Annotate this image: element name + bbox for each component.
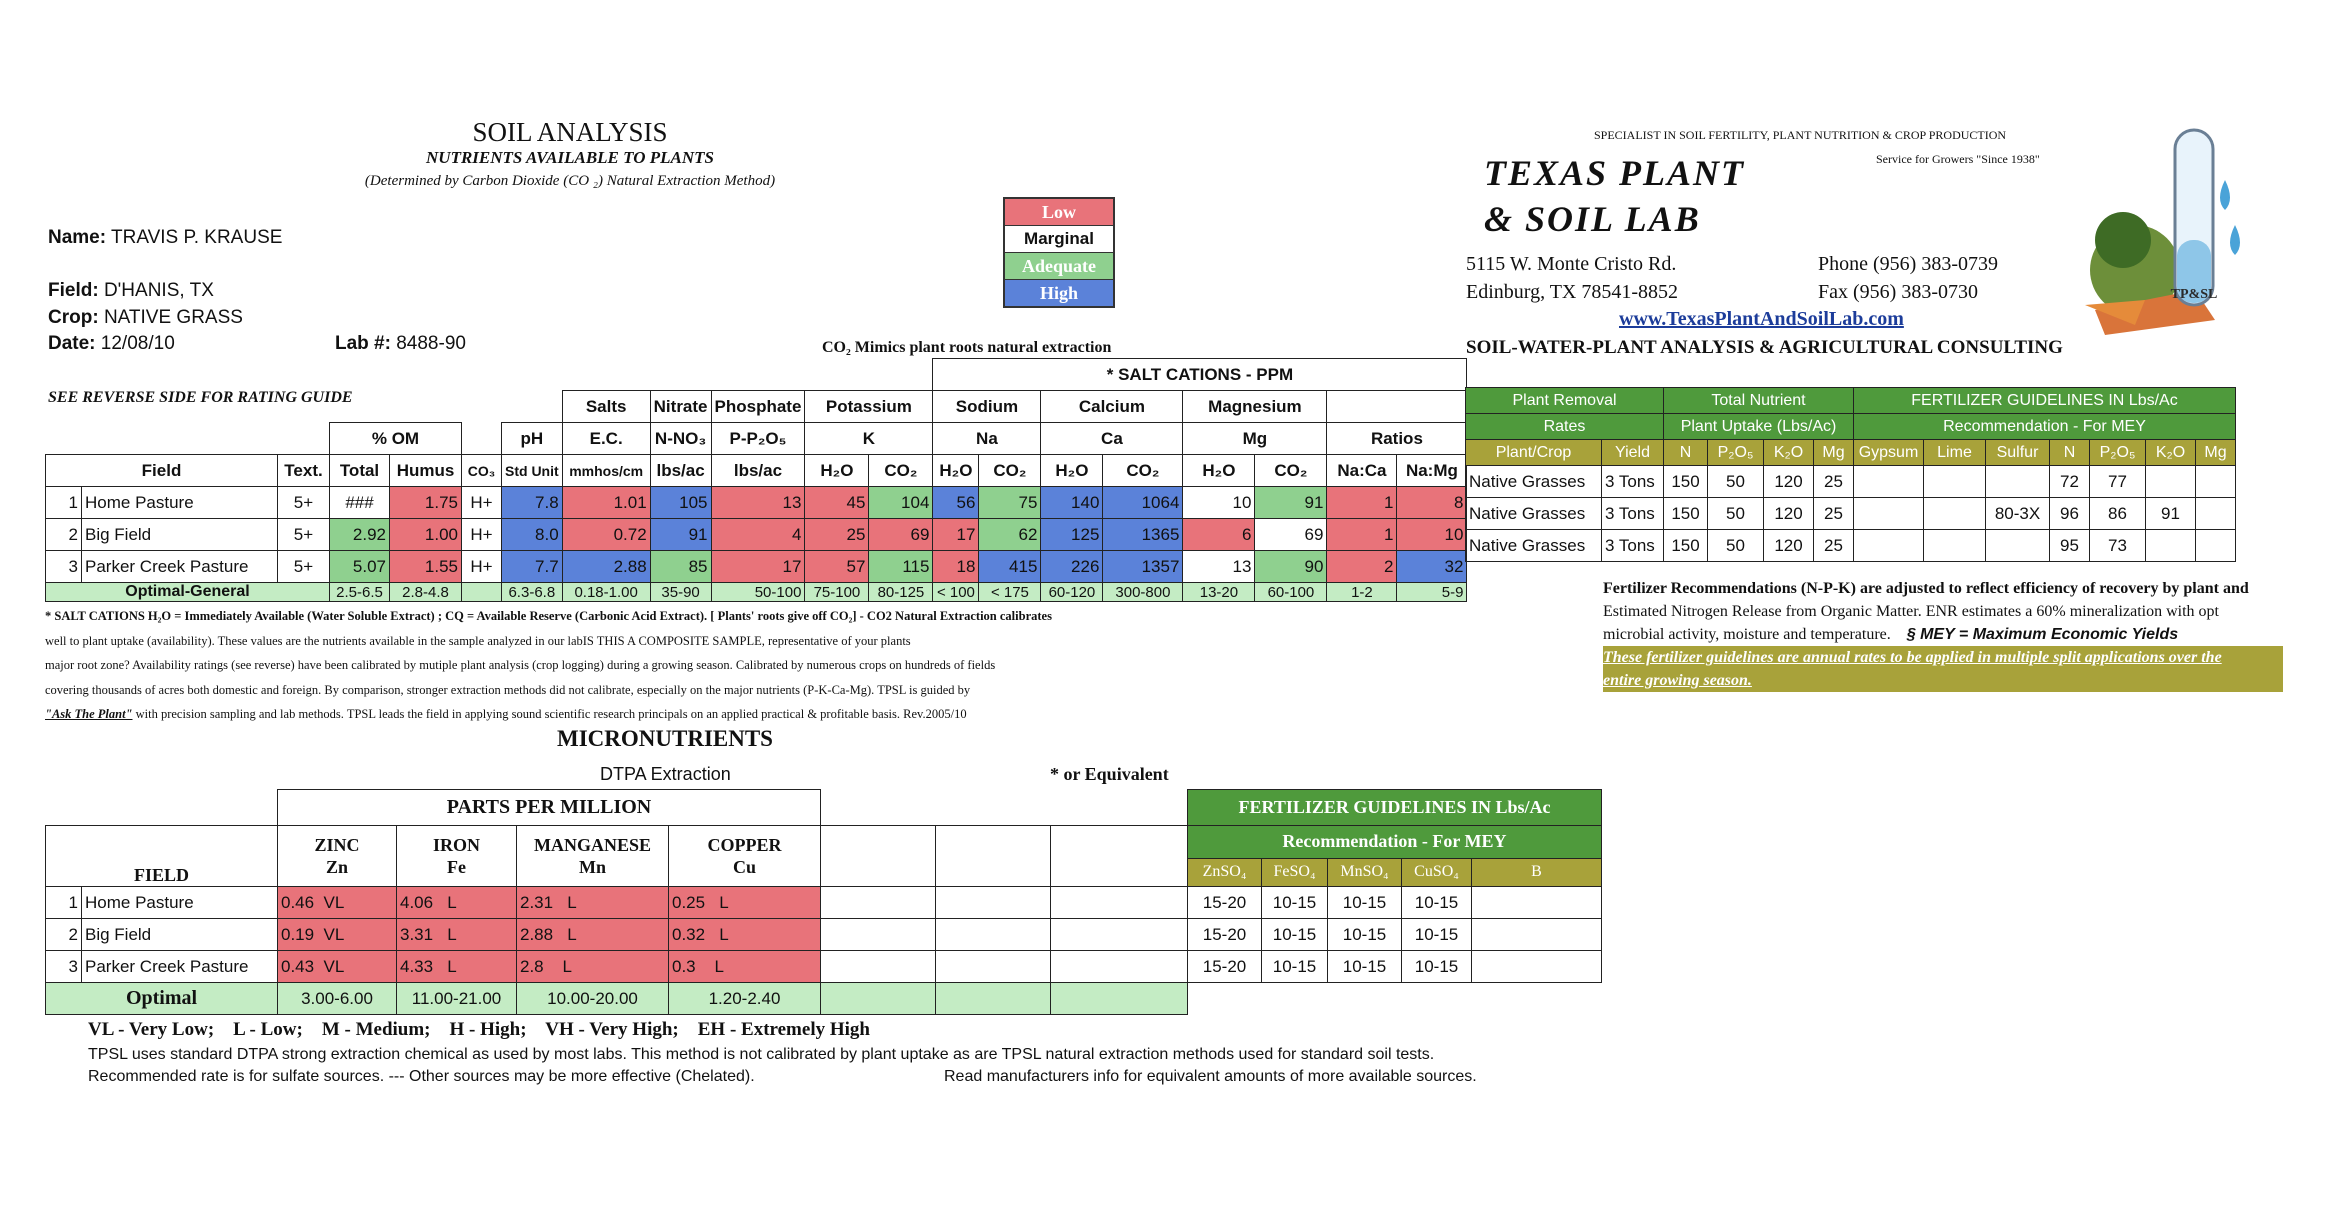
fertilizer-wrapper: [1465, 387, 2236, 562]
row-sulfur: [1986, 530, 2050, 562]
row-namg: 10: [1397, 519, 1467, 551]
note-line-2: well to plant uptake (availability). These values are the nutrients available in the sample analyzed in our labIS THIS A COMPOSITE SAMPLE, representative of your plants: [45, 633, 911, 648]
row-ca-co2: 1064: [1103, 487, 1183, 519]
row-number: 2: [46, 519, 82, 551]
row-fert-k: [2146, 530, 2196, 562]
row-feso4: 10-15: [1262, 951, 1328, 983]
row-crop: Native Grasses: [1466, 498, 1602, 530]
row-lime: [1924, 466, 1986, 498]
row-fert-p: 77: [2090, 466, 2146, 498]
salts-header: Salts: [562, 391, 650, 423]
row-nitrate: 85: [650, 551, 711, 583]
na-co2-header: CO₂: [979, 455, 1041, 487]
micro-field-header: FIELD: [46, 826, 278, 887]
row-lime: [1924, 530, 1986, 562]
fert-note-highlight: [1603, 646, 2283, 692]
note-line-4: covering thousands of acres both domestic and foreign. By comparison, stronger extraction methods did not calibrate, especially on the major nutrients (P-K-Ca-Mg). TPSL is guided by: [45, 682, 971, 697]
row-na-co2: 415: [979, 551, 1041, 583]
row-mg: 25: [1814, 530, 1854, 562]
footer-line-1: TPSL uses standard DTPA strong extraction chemical as used by most labs. This method is not calibrated by plant uptake as are TPSL natural extraction methods used for standard soil tests.: [88, 1046, 1435, 1063]
row-na-co2: 75: [979, 487, 1041, 519]
logo-icon: [2075, 120, 2250, 340]
fert-note-5: entire growing season.: [1603, 672, 1752, 689]
table-row: [46, 487, 1467, 519]
row-lime: [1924, 498, 1986, 530]
naca-header: Na:Ca: [1327, 455, 1397, 487]
optimal-namg: 5-9: [1397, 583, 1467, 602]
row-texture: 5+: [278, 487, 330, 519]
footer-line-2: Recommended rate is for sulfate sources. --- Other sources may be more effective (Chelated).: [88, 1068, 755, 1085]
row-humus: 1.00: [390, 519, 462, 551]
row-field: Home Pasture: [82, 487, 278, 519]
row-b: [1472, 951, 1602, 983]
micro-optimal-label: Optimal: [46, 983, 278, 1015]
uptake-units-header: Plant Uptake (Lbs/Ac): [1664, 414, 1854, 440]
col-feso4: FeSO₄: [1262, 858, 1328, 886]
row-copper: 0.3 L: [669, 951, 821, 983]
company-address-1: 5115 W. Monte Cristo Rd.: [1466, 253, 1677, 275]
company-consulting: SOIL-WATER-PLANT ANALYSIS & AGRICULTURAL CONSULTING: [1466, 337, 2063, 358]
row-mnso4: 10-15: [1328, 887, 1402, 919]
row-crop: Native Grasses: [1466, 466, 1602, 498]
row-fert-p: 86: [2090, 498, 2146, 530]
row-na-h2o: 56: [933, 487, 979, 519]
row-fert-n: 95: [2050, 530, 2090, 562]
row-na-co2: 62: [979, 519, 1041, 551]
table-row: [46, 519, 1467, 551]
row-sulfur: 80-3X: [1986, 498, 2050, 530]
row-k: 120: [1764, 498, 1814, 530]
row-fert-mg: [2196, 530, 2236, 562]
ca-header: Ca: [1041, 423, 1183, 455]
col-crop: Plant/Crop: [1466, 440, 1602, 466]
row-b: [1472, 887, 1602, 919]
table-row: [46, 887, 1602, 919]
optimal-ec: 0.18-1.00: [562, 583, 650, 602]
method-note: (Determined by Carbon Dioxide (CO ₂) Natural Extraction Method): [364, 173, 776, 189]
row-k: 120: [1764, 530, 1814, 562]
potassium-header: Potassium: [805, 391, 933, 423]
row-iron: 4.06 L: [397, 887, 517, 919]
row-texture: 5+: [278, 519, 330, 551]
row-ca-h2o: 125: [1041, 519, 1103, 551]
removal-header: Plant Removal: [1466, 388, 1664, 414]
k-header: K: [805, 423, 933, 455]
copper-header: COPPER Cu: [669, 826, 821, 887]
row-k-co2: 115: [869, 551, 933, 583]
row-nitrate: 105: [650, 487, 711, 519]
row-om-total: 2.92: [330, 519, 390, 551]
row-ca-co2: 1357: [1103, 551, 1183, 583]
magnesium-header: Magnesium: [1183, 391, 1327, 423]
col-fert-n: N: [2050, 440, 2090, 466]
legend-low: Low: [1005, 199, 1113, 226]
table-row: [46, 551, 1467, 583]
dtpa-label: DTPA Extraction: [600, 764, 731, 784]
table-row: [1466, 498, 2236, 530]
row-k-co2: 104: [869, 487, 933, 519]
humus-header: Humus: [390, 455, 462, 487]
row-namg: 32: [1397, 551, 1467, 583]
row-ca-h2o: 140: [1041, 487, 1103, 519]
optimal-zinc: 3.00-6.00: [278, 983, 397, 1015]
row-k-h2o: 25: [805, 519, 869, 551]
col-lime: Lime: [1924, 440, 1986, 466]
optimal-naca: 1-2: [1327, 583, 1397, 602]
row-p: 50: [1708, 498, 1764, 530]
soil-table: [45, 358, 1467, 602]
row-naca: 1: [1327, 519, 1397, 551]
equivalent-note: * or Equivalent: [1050, 764, 1169, 784]
optimal-mg-co2: 60-100: [1255, 583, 1327, 602]
row-zinc: 0.46 VL: [278, 887, 397, 919]
row-ec: 2.88: [562, 551, 650, 583]
col-k2o: K₂O: [1764, 440, 1814, 466]
row-fert-k: 91: [2146, 498, 2196, 530]
col-znso4: ZnSO₄: [1188, 858, 1262, 886]
sodium-header: Sodium: [933, 391, 1041, 423]
lab-number: Lab #: 8488-90: [335, 333, 466, 354]
mey-header: Recommendation - For MEY: [1854, 414, 2236, 440]
row-b: [1472, 919, 1602, 951]
table-row: [1466, 466, 2236, 498]
company-name-line2: & SOIL LAB: [1484, 199, 1701, 239]
row-ph: 8.0: [502, 519, 563, 551]
row-humus: 1.55: [390, 551, 462, 583]
optimal-ca-h2o: 60-120: [1041, 583, 1103, 602]
row-ph: 7.8: [502, 487, 563, 519]
row-yield: 3 Tons: [1602, 530, 1664, 562]
optimal-nitrate: 35-90: [650, 583, 711, 602]
row-na-h2o: 18: [933, 551, 979, 583]
fert-note-3: microbial activity, moisture and temperature. § MEY = Maximum Economic Yields: [1603, 626, 2179, 643]
mg-h2o-header: H₂O: [1183, 455, 1255, 487]
client-name: Name: TRAVIS P. KRAUSE: [48, 227, 283, 248]
na-header: Na: [933, 423, 1041, 455]
col-cuso4: CuSO₄: [1402, 858, 1472, 886]
phosphate-header: Phosphate: [711, 391, 805, 423]
row-zinc: 0.43 VL: [278, 951, 397, 983]
col-sulfur: Sulfur: [1986, 440, 2050, 466]
row-field: Parker Creek Pasture: [82, 951, 278, 983]
micro-fert-header: FERTILIZER GUIDELINES IN Lbs/Ac: [1188, 790, 1602, 826]
ca-h2o-header: H₂O: [1041, 455, 1103, 487]
row-field: Big Field: [82, 919, 278, 951]
row-mg-co2: 90: [1255, 551, 1327, 583]
svg-text:TP&SL: TP&SL: [2170, 287, 2218, 302]
row-cuso4: 10-15: [1402, 919, 1472, 951]
row-field: Parker Creek Pasture: [82, 551, 278, 583]
legend-high: High: [1005, 280, 1113, 306]
micro-mey-header: Recommendation - For MEY: [1188, 826, 1602, 859]
row-ca-co2: 1365: [1103, 519, 1183, 551]
optimal-mg-h2o: 13-20: [1183, 583, 1255, 602]
row-number: 3: [46, 951, 82, 983]
rating-legend: [1003, 197, 1115, 308]
col-mg: Mg: [1814, 440, 1854, 466]
row-fert-k: [2146, 466, 2196, 498]
row-mnso4: 10-15: [1328, 951, 1402, 983]
note-line-3: major root zone? Availability ratings (see reverse) have been calibrated by mutiple plant analysis (crop logging) during a growing season. Calibrated by numerous crops on hundreds of fields: [45, 658, 996, 672]
row-n: 150: [1664, 466, 1708, 498]
row-k: 120: [1764, 466, 1814, 498]
row-field: Home Pasture: [82, 887, 278, 919]
ratios-header: Ratios: [1327, 423, 1467, 455]
row-naca: 2: [1327, 551, 1397, 583]
row-znso4: 15-20: [1188, 887, 1262, 919]
row-feso4: 10-15: [1262, 919, 1328, 951]
row-cuso4: 10-15: [1402, 951, 1472, 983]
optimal-ph: 6.3-6.8: [502, 583, 563, 602]
optimal-ca-co2: 300-800: [1103, 583, 1183, 602]
row-cuso4: 10-15: [1402, 887, 1472, 919]
row-texture: 5+: [278, 551, 330, 583]
client-crop: Crop: NATIVE GRASS: [48, 307, 243, 328]
row-naca: 1: [1327, 487, 1397, 519]
row-number: 1: [46, 487, 82, 519]
row-fert-p: 73: [2090, 530, 2146, 562]
note-line-1: * SALT CATIONS H₂O = Immediately Available (Water Soluble Extract) ; CQ = Available Reserve (Carbonic Acid Extract). [ Plants' roots give off CO₂] - CO2 Natural Extraction calibrates: [45, 609, 1052, 623]
optimal-row: [46, 583, 1467, 602]
client-field: Field: D'HANIS, TX: [48, 280, 214, 301]
row-om-total: ###: [330, 487, 390, 519]
row-mg: 25: [1814, 498, 1854, 530]
optimal-na-co2: < 175: [979, 583, 1041, 602]
row-copper: 0.25 L: [669, 887, 821, 919]
calcium-header: Calcium: [1041, 391, 1183, 423]
fert-note-1: Fertilizer Recommendations (N-P-K) are adjusted to reflect efficiency of recovery by plant and: [1603, 580, 2249, 597]
page-title: SOIL ANALYSIS: [472, 117, 668, 147]
row-mg-co2: 69: [1255, 519, 1327, 551]
col-fert-mg: Mg: [2196, 440, 2236, 466]
row-nitrate: 91: [650, 519, 711, 551]
row-gypsum: [1854, 530, 1924, 562]
fert-note-2: Estimated Nitrogen Release from Organic Matter. ENR estimates a 60% mineralization with opt: [1603, 603, 2219, 620]
row-om-total: 5.07: [330, 551, 390, 583]
row-mg-co2: 91: [1255, 487, 1327, 519]
company-logo: [2075, 120, 2250, 340]
row-iron: 4.33 L: [397, 951, 517, 983]
row-fert-mg: [2196, 466, 2236, 498]
row-n: 150: [1664, 530, 1708, 562]
col-fert-p2o5: P₂O₅: [2090, 440, 2146, 466]
optimal-k-h2o: 75-100: [805, 583, 869, 602]
company-website-link[interactable]: www.TexasPlantAndSoilLab.com: [1619, 308, 1904, 330]
row-p: 50: [1708, 530, 1764, 562]
row-manganese: 2.31 L: [517, 887, 669, 919]
optimal-copper: 1.20-2.40: [669, 983, 821, 1015]
table-row: [1466, 530, 2236, 562]
row-ec: 1.01: [562, 487, 650, 519]
legend-adequate: Adequate: [1005, 253, 1113, 280]
row-n: 150: [1664, 498, 1708, 530]
row-fert-n: 72: [2050, 466, 2090, 498]
table-row: [46, 951, 1602, 983]
row-sulfur: [1986, 466, 2050, 498]
k-h2o-header: H₂O: [805, 455, 869, 487]
manganese-header: MANGANESE Mn: [517, 826, 669, 887]
row-mg-h2o: 13: [1183, 551, 1255, 583]
k-co2-header: CO₂: [869, 455, 933, 487]
uptake-header: Total Nutrient: [1664, 388, 1854, 414]
fertilizer-notes: [1603, 577, 2283, 692]
micro-table-wrapper: [45, 789, 1602, 1015]
row-manganese: 2.8 L: [517, 951, 669, 983]
removal-rates-header: Rates: [1466, 414, 1664, 440]
optimal-label: Optimal-General: [46, 583, 330, 602]
salt-cations-header: * SALT CATIONS - PPM: [933, 359, 1467, 391]
row-co3: H+: [462, 487, 502, 519]
fert-note-4: These fertilizer guidelines are annual rates to be applied in multiple split applications over the: [1603, 649, 2222, 666]
company-tagline: SPECIALIST IN SOIL FERTILITY, PLANT NUTRITION & CROP PRODUCTION: [1594, 128, 2007, 142]
row-phosphate: 17: [711, 551, 805, 583]
row-na-h2o: 17: [933, 519, 979, 551]
optimal-na-h2o: < 100: [933, 583, 979, 602]
nno3-header: N-NO₃: [650, 423, 711, 455]
co3-header: CO₃: [462, 455, 502, 487]
salt-cation-notes: [45, 604, 1145, 727]
col-n: N: [1664, 440, 1708, 466]
co2-note: CO₂ Mimics plant roots natural extraction: [822, 339, 1112, 356]
total-header: Total: [330, 455, 390, 487]
micronutrient-table: [45, 789, 1602, 1015]
row-fert-mg: [2196, 498, 2236, 530]
namg-header: Na:Mg: [1397, 455, 1467, 487]
optimal-total: 2.5-6.5: [330, 583, 390, 602]
row-feso4: 10-15: [1262, 887, 1328, 919]
ppm-header: PARTS PER MILLION: [278, 790, 821, 826]
row-co3: H+: [462, 551, 502, 583]
row-gypsum: [1854, 498, 1924, 530]
company-fax: Fax (956) 383-0730: [1818, 281, 1978, 303]
row-number: 3: [46, 551, 82, 583]
company-address-2: Edinburg, TX 78541-8852: [1466, 281, 1679, 303]
company-since: Service for Growers "Since 1938": [1876, 152, 2040, 166]
legend-marginal: Marginal: [1005, 226, 1113, 253]
phosphate-unit-header: lbs/ac: [711, 455, 805, 487]
row-mg: 25: [1814, 466, 1854, 498]
row-number: 1: [46, 887, 82, 919]
zinc-header: ZINC Zn: [278, 826, 397, 887]
row-mg-h2o: 10: [1183, 487, 1255, 519]
row-humus: 1.75: [390, 487, 462, 519]
row-co3: H+: [462, 519, 502, 551]
row-ca-h2o: 226: [1041, 551, 1103, 583]
note-line-5: "Ask The Plant" with precision sampling and lab methods. TPSL leads the field in applying sound scientific research principals on an applied practical & profitable basis. Rev.2005/10: [45, 707, 967, 721]
table-row: [46, 919, 1602, 951]
ec-header: E.C.: [562, 423, 650, 455]
client-date: Date: 12/08/10: [48, 333, 175, 354]
om-header: % OM: [330, 423, 462, 455]
mg-header: Mg: [1183, 423, 1327, 455]
row-copper: 0.32 L: [669, 919, 821, 951]
texture-header: Text.: [278, 455, 330, 487]
page-subtitle: NUTRIENTS AVAILABLE TO PLANTS: [426, 148, 714, 167]
micronutrients-title: MICRONUTRIENTS: [557, 726, 773, 751]
row-mnso4: 10-15: [1328, 919, 1402, 951]
p2o5-header: P-P₂O₅: [711, 423, 805, 455]
optimal-k-co2: 80-125: [869, 583, 933, 602]
company-phone: Phone (956) 383-0739: [1818, 253, 1998, 275]
guidelines-header: FERTILIZER GUIDELINES IN Lbs/Ac: [1854, 388, 2236, 414]
na-h2o-header: H₂O: [933, 455, 979, 487]
row-namg: 8: [1397, 487, 1467, 519]
row-crop: Native Grasses: [1466, 530, 1602, 562]
row-yield: 3 Tons: [1602, 466, 1664, 498]
rating-key: VL - Very Low; L - Low; M - Medium; H - High; VH - Very High; EH - Extremely High: [88, 1019, 870, 1040]
mg-co2-header: CO₂: [1255, 455, 1327, 487]
reverse-side-note: SEE REVERSE SIDE FOR RATING GUIDE: [48, 389, 353, 406]
iron-header: IRON Fe: [397, 826, 517, 887]
company-name-line1: TEXAS PLANT: [1484, 153, 1746, 193]
nitrate-header: Nitrate: [650, 391, 711, 423]
row-ec: 0.72: [562, 519, 650, 551]
ph-header: pH: [502, 423, 563, 455]
row-p: 50: [1708, 466, 1764, 498]
col-p2o5: P₂O₅: [1708, 440, 1764, 466]
row-field: Big Field: [82, 519, 278, 551]
optimal-manganese: 10.00-20.00: [517, 983, 669, 1015]
soil-table-wrapper: [45, 358, 1467, 602]
row-fert-n: 96: [2050, 498, 2090, 530]
optimal-iron: 11.00-21.00: [397, 983, 517, 1015]
row-phosphate: 4: [711, 519, 805, 551]
row-number: 2: [46, 919, 82, 951]
col-b: B: [1472, 858, 1602, 886]
row-phosphate: 13: [711, 487, 805, 519]
field-header: Field: [46, 455, 278, 487]
row-znso4: 15-20: [1188, 951, 1262, 983]
optimal-phosphate: 50-100: [711, 583, 805, 602]
nitrate-unit-header: lbs/ac: [650, 455, 711, 487]
row-mg-h2o: 6: [1183, 519, 1255, 551]
row-manganese: 2.88 L: [517, 919, 669, 951]
stdunit-header: Std Unit: [502, 455, 563, 487]
footer-line-3: Read manufacturers info for equivalent amounts of more available sources.: [944, 1068, 1477, 1085]
col-gypsum: Gypsum: [1854, 440, 1924, 466]
ca-co2-header: CO₂: [1103, 455, 1183, 487]
row-znso4: 15-20: [1188, 919, 1262, 951]
row-k-h2o: 57: [805, 551, 869, 583]
row-k-co2: 69: [869, 519, 933, 551]
mmhos-header: mmhos/cm: [562, 455, 650, 487]
optimal-humus: 2.8-4.8: [390, 583, 462, 602]
row-iron: 3.31 L: [397, 919, 517, 951]
col-yield: Yield: [1602, 440, 1664, 466]
row-yield: 3 Tons: [1602, 498, 1664, 530]
micro-optimal-row: [46, 983, 1602, 1015]
row-k-h2o: 45: [805, 487, 869, 519]
row-gypsum: [1854, 466, 1924, 498]
row-zinc: 0.19 VL: [278, 919, 397, 951]
row-ph: 7.7: [502, 551, 563, 583]
col-mnso4: MnSO₄: [1328, 858, 1402, 886]
col-fert-k2o: K₂O: [2146, 440, 2196, 466]
fertilizer-table: [1465, 387, 2236, 562]
